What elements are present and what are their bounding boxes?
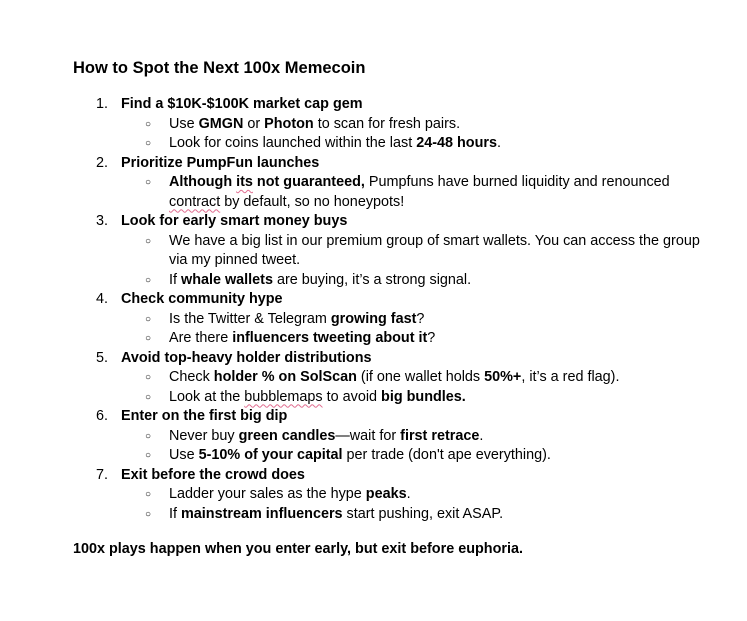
sub-list-item	[121, 368, 713, 388]
hollow-circle-bullet-icon: ○	[145, 333, 152, 344]
text-run: influencers tweeting about it	[232, 330, 428, 346]
text-run: growing fast	[330, 310, 417, 327]
step-heading: Look for early smart money buys	[121, 213, 348, 229]
text-run: Is the Twitter & Telegram	[169, 310, 331, 327]
step-heading: Enter on the first big dip	[121, 408, 288, 424]
text-run: Ladder your sales as the hype	[169, 486, 366, 502]
text-run: ?	[416, 310, 425, 327]
text-run: Never buy	[169, 427, 239, 444]
list-item	[73, 407, 713, 466]
hollow-circle-bullet-icon: ○	[145, 313, 152, 325]
step-heading: Exit before the crowd does	[121, 466, 305, 483]
steps-list	[73, 95, 713, 524]
step-number: 6.	[96, 408, 109, 424]
text-run: .	[406, 486, 411, 502]
hollow-circle-bullet-icon: ○	[145, 430, 152, 442]
text-run: —wait for	[335, 427, 401, 444]
sub-list-item	[121, 427, 713, 447]
step-heading: Check community hype	[121, 291, 283, 307]
text-run: green candles	[238, 427, 336, 444]
sub-list-item	[121, 310, 713, 330]
hollow-circle-bullet-icon: ○	[145, 391, 152, 403]
text-run: .	[479, 427, 484, 444]
document	[73, 57, 713, 559]
hollow-circle-bullet-icon: ○	[145, 508, 152, 520]
sub-list-item	[121, 173, 713, 212]
text-run: by default, so no honeypots!	[220, 193, 405, 210]
text-run: peaks	[365, 486, 407, 502]
sub-list	[121, 368, 713, 407]
sub-list-item	[121, 271, 713, 291]
list-item	[73, 466, 713, 525]
list-item	[73, 290, 713, 349]
step-number: 4.	[96, 291, 109, 307]
step-heading: Avoid top-heavy holder distributions	[121, 349, 372, 366]
step-number: 2.	[96, 154, 109, 171]
sub-list	[121, 485, 713, 524]
sub-list-item	[121, 485, 713, 505]
text-run: ?	[427, 330, 436, 346]
list-item	[73, 349, 713, 408]
text-run: start pushing, exit ASAP.	[342, 505, 504, 522]
hollow-circle-bullet-icon: ○	[145, 372, 152, 383]
step-number: 3.	[96, 213, 109, 229]
hollow-circle-bullet-icon: ○	[145, 138, 152, 149]
text-run: first retrace	[400, 427, 480, 444]
hollow-circle-bullet-icon: ○	[145, 235, 152, 247]
hollow-circle-bullet-icon: ○	[145, 274, 152, 286]
text-run: Look for coins launched within the last	[169, 135, 417, 151]
sub-list-item	[121, 505, 713, 525]
closing-line: 100x plays happen when you enter early, but exit before euphoria.	[73, 541, 523, 557]
step-number: 7.	[96, 466, 109, 483]
sub-list-item	[121, 134, 713, 154]
text-run: 50%+	[484, 369, 522, 385]
sub-list	[121, 427, 713, 466]
document-title: How to Spot the Next 100x Memecoin	[73, 59, 366, 77]
text-run: Check	[169, 369, 214, 385]
hollow-circle-bullet-icon: ○	[145, 177, 152, 188]
step-number: 1.	[96, 96, 109, 112]
step-number: 5.	[96, 349, 109, 366]
sub-list-item	[121, 115, 713, 135]
hollow-circle-bullet-icon: ○	[145, 118, 152, 130]
text-run: big bundles.	[381, 388, 466, 405]
text-run: If	[169, 271, 181, 288]
list-item	[73, 95, 713, 154]
text-run: to scan for fresh pairs.	[313, 115, 461, 132]
text-run: Use	[169, 447, 199, 463]
text-run: holder % on SolScan	[213, 369, 357, 385]
text-run: mainstream influencers	[181, 505, 343, 522]
text-run: or	[243, 115, 265, 132]
text-run: Use	[169, 115, 199, 132]
spellcheck-flagged-text: its	[236, 174, 253, 190]
text-run: Look at the	[169, 388, 245, 405]
text-run: Are there	[169, 330, 233, 346]
text-run: 5-10% of your capital	[198, 447, 343, 463]
text-run: .	[496, 135, 501, 151]
spellcheck-flagged-text: bubblemaps	[244, 388, 323, 405]
sub-list	[121, 232, 713, 291]
list-item	[73, 154, 713, 213]
text-run: Although	[169, 174, 237, 190]
text-run: (if one wallet holds	[356, 369, 485, 385]
sub-list-item	[121, 446, 713, 466]
text-run: Photon	[264, 115, 314, 132]
step-heading: Find a $10K-$100K market cap gem	[121, 96, 363, 112]
text-run: to avoid	[322, 388, 382, 405]
text-run: are buying, it’s a strong signal.	[272, 271, 472, 288]
sub-list-item	[121, 232, 713, 271]
text-run: We have a big list in our premium group of smart wallets. You can access the group via my pinned tweet.	[169, 232, 700, 268]
sub-list-item	[121, 329, 713, 349]
sub-list	[121, 173, 713, 212]
spellcheck-flagged-text: contract	[169, 193, 221, 210]
list-item	[73, 212, 713, 290]
hollow-circle-bullet-icon: ○	[145, 489, 152, 500]
text-run: Pumpfuns have burned liquidity and renounced	[364, 174, 670, 190]
text-run: not guaranteed,	[252, 174, 365, 190]
sub-list	[121, 310, 713, 349]
hollow-circle-bullet-icon: ○	[145, 450, 152, 461]
text-run: per trade (don't ape everything).	[342, 447, 551, 463]
text-run: If	[169, 505, 181, 522]
text-run: GMGN	[198, 115, 244, 132]
sub-list	[121, 115, 713, 154]
text-run: whale wallets	[181, 271, 273, 288]
sub-list-item	[121, 388, 713, 408]
text-run: , it’s a red flag).	[521, 369, 620, 385]
text-run: 24-48 hours	[416, 135, 497, 151]
step-heading: Prioritize PumpFun launches	[121, 154, 320, 171]
